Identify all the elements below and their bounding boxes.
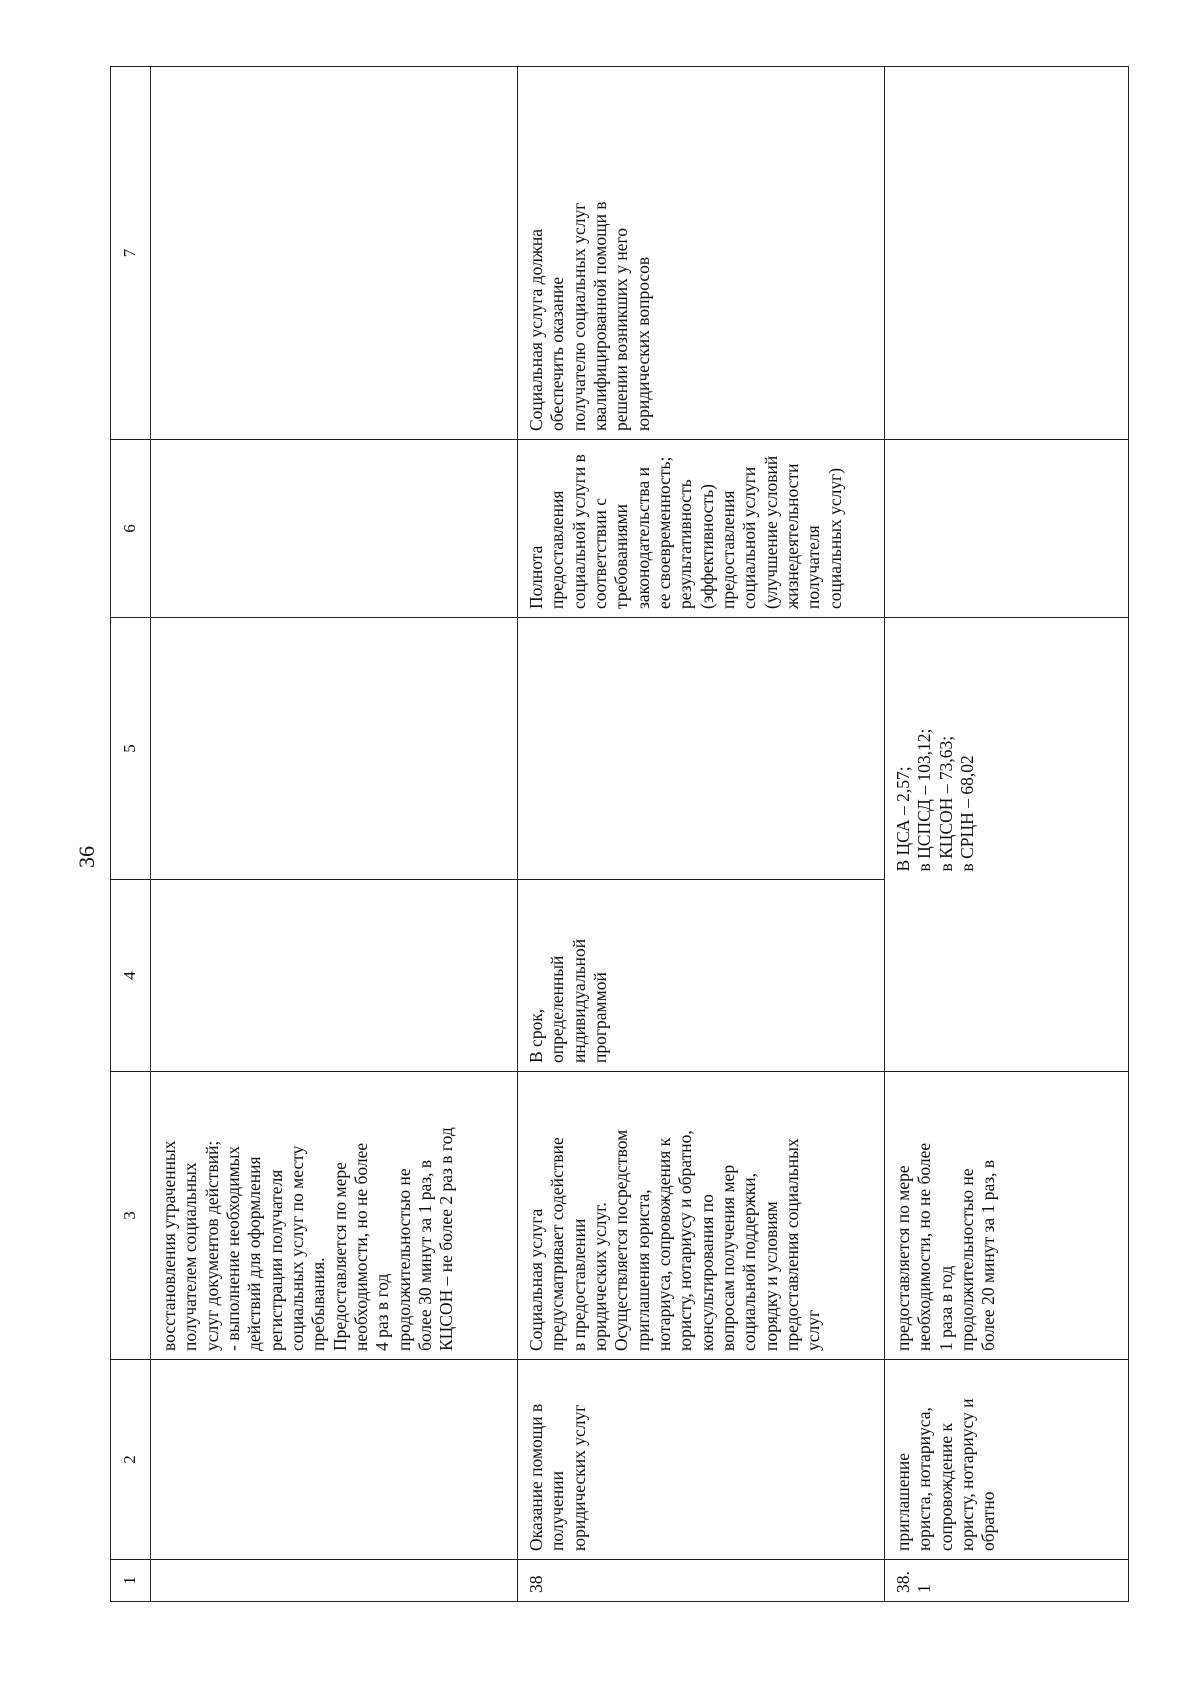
table-row-38 bbox=[518, 67, 885, 1602]
header-col-3: 3 bbox=[111, 1072, 151, 1360]
cell-indicators: Полнота предоставления социальной услуги в соответствии с требованиями законодательства и ее своевременность; результативность (эффективность) предоставления социальной услуги (улучшение условий жизнедеятельности получателя социальных услуг) bbox=[518, 440, 885, 618]
table-header-row bbox=[111, 67, 151, 1602]
cell-term bbox=[151, 880, 518, 1072]
cell-indicators bbox=[885, 440, 1129, 618]
cell-conditions: Социальная услуга должна обеспечить оказание получателю социальных услуг квалифицированной помощи в решении возникших у него юридических вопросов bbox=[518, 67, 885, 440]
cell-term: В срок, определенный индивидуальной программой bbox=[518, 880, 885, 1072]
cell-indicators bbox=[151, 440, 518, 618]
rotated-table-container bbox=[110, 67, 1150, 1602]
cell-name: Оказание помощи в получении юридических услуг bbox=[518, 1360, 885, 1560]
services-table bbox=[110, 66, 1129, 1602]
header-col-4: 4 bbox=[111, 880, 151, 1072]
table-row-continued bbox=[151, 67, 518, 1602]
header-col-7: 7 bbox=[111, 67, 151, 440]
header-col-2: 2 bbox=[111, 1360, 151, 1560]
cell-conditions bbox=[885, 67, 1129, 440]
header-col-1: 1 bbox=[111, 1560, 151, 1602]
cell-description: предоставляется по мере необходимости, но не более 1 раза в год продолжительностью не более 20 минут за 1 раз, в bbox=[885, 1072, 1129, 1360]
page-number: 36 bbox=[74, 846, 99, 868]
cell-conditions bbox=[151, 67, 518, 440]
cell-term bbox=[885, 880, 1129, 1072]
cell-name bbox=[151, 1360, 518, 1560]
cell-num: 38 bbox=[518, 1560, 885, 1602]
header-col-5: 5 bbox=[111, 618, 151, 880]
cell-name: приглашение юриста, нотариуса, сопровождение к юристу, нотариусу и обратно bbox=[885, 1360, 1129, 1560]
table-row-38-1 bbox=[885, 67, 1129, 1602]
cell-description: Социальная услуга предусматривает содействие в предоставлении юридических услуг. Осуществляется посредством приглашения юриста, нотариуса, сопровождения к юристу, нотариусу и обратно, консультирования по вопросам получения мер социальной поддержки, порядку и условиям предоставления социальных услуг bbox=[518, 1072, 885, 1360]
cell-num bbox=[151, 1560, 518, 1602]
cell-description: восстановления утраченных получателем социальных услуг документов действий; - выполнение необходимых действий для оформления регистрации получателя социальных услуг по месту пребывания. Предоставляется по мере необходимости, но не более 4 раз в год продолжительностью не более 30 минут за 1 раз, в КЦСОН – не более 2 раз в год bbox=[151, 1072, 518, 1360]
cell-num: 38.1 bbox=[885, 1560, 1129, 1602]
cell-tariff bbox=[151, 618, 518, 880]
header-col-6: 6 bbox=[111, 440, 151, 618]
cell-tariff: В ЦСА – 2,57; в ЦСПСД – 103,12; в КЦСОН – 73,63; в СРЦН – 68,02 bbox=[885, 618, 1129, 880]
cell-tariff bbox=[518, 618, 885, 880]
